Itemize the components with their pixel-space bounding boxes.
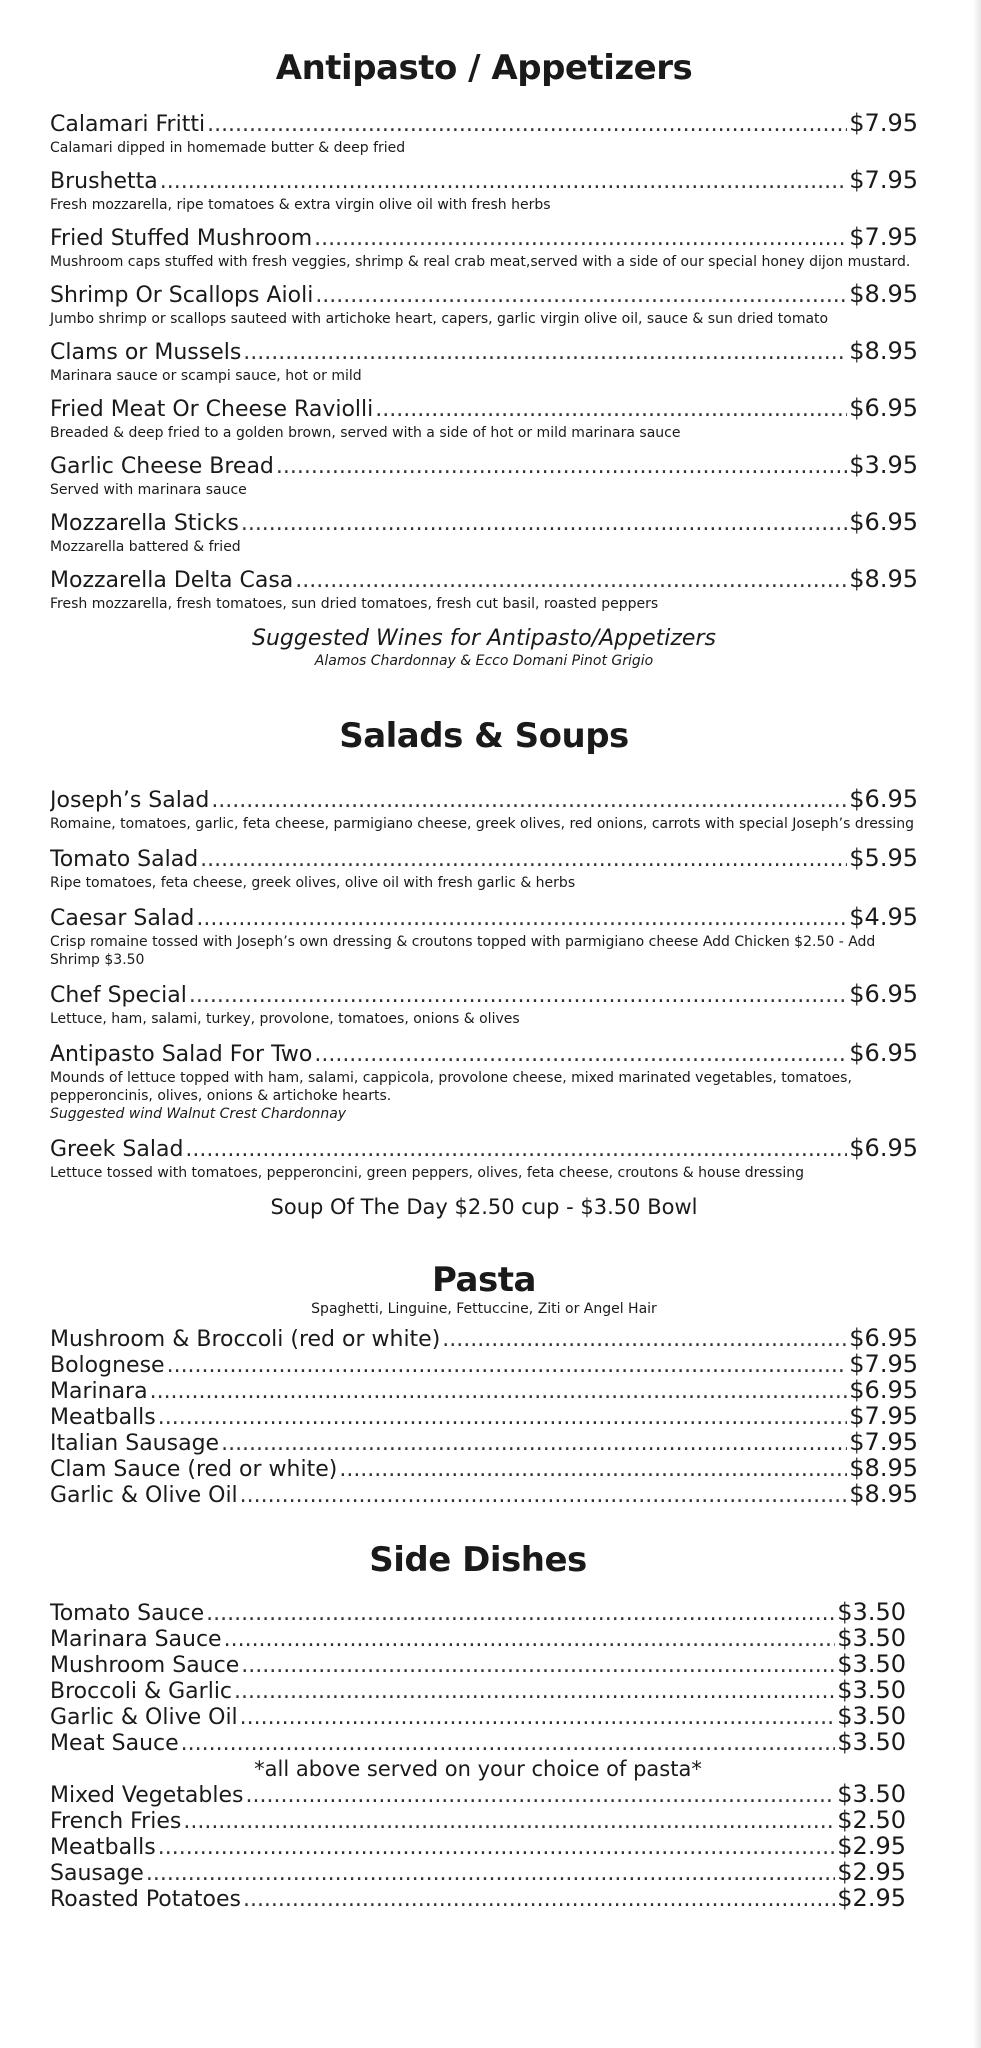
dot-leader [207,112,847,138]
menu-item-name: Tomato Sauce [50,1601,205,1626]
menu-item-name: Garlic & Olive Oil [50,1705,238,1730]
pasta-subtitle: Spaghetti, Linguine, Fettuccine, Ziti or Angel Hair [311,1301,657,1317]
appetizers-wine-block [50,625,918,669]
menu-item-row [50,1378,918,1404]
dot-leader [183,1810,835,1834]
menu-item-description: Marinara sauce or scampi sauce, hot or mild [50,368,362,384]
dot-leader [158,1406,848,1430]
menu-item-name: Mushroom Sauce [50,1653,240,1678]
menu-item-name: Calamari Fritti [50,112,206,137]
dot-leader [243,340,847,366]
menu-item-description: Breaded & deep fried to a golden brown, served with a side of hot or mild marinara sauce [50,425,681,441]
menu-item-price: $3.95 [849,452,918,479]
menu-item [50,167,918,214]
menu-item-price: $7.95 [849,167,918,194]
menu-item-price: $3.50 [837,1626,906,1652]
menu-item-row [50,1834,906,1860]
menu-item-row [50,1860,906,1886]
menu-item [50,981,918,1028]
menu-item-row [50,1704,906,1730]
menu-item [50,1404,918,1430]
menu-item-row [50,509,918,537]
menu-item-price: $2.95 [837,1834,906,1860]
menu-item-row [50,110,918,138]
side-dishes-note: *all above served on your choice of pasta* [254,1757,702,1781]
salads-list [50,786,918,1182]
menu-item [50,281,918,328]
menu-item-row [50,981,918,1009]
menu-item-description: Mushroom caps stuffed with fresh veggies, shrimp & real crab meat,served with a side of our special honey dijon mustard. [50,254,911,270]
dot-leader [295,568,847,594]
menu-item-price: $8.95 [849,338,918,365]
menu-item-price: $6.95 [849,1135,918,1162]
menu-item [50,1600,906,1626]
menu-item-name: Mozzarella Sticks [50,511,239,536]
dot-leader [224,1628,836,1652]
menu-item-row [50,786,918,814]
dot-leader [206,1602,835,1626]
appetizers-list [50,110,918,613]
dot-leader [196,906,847,932]
dot-leader [200,847,847,873]
menu-item-row [50,1626,906,1652]
menu-item [50,1482,918,1508]
dot-leader [150,1380,848,1404]
dot-leader [185,1137,847,1163]
dot-leader [241,1654,835,1678]
dot-leader [240,1706,836,1730]
menu-item-row [50,1326,918,1352]
menu-item-price: $6.95 [849,786,918,813]
dot-leader [167,1354,848,1378]
menu-item [50,1326,918,1352]
dot-leader [146,1862,835,1886]
menu-item-name: Mushroom & Broccoli (red or white) [50,1327,441,1352]
menu-item [50,452,918,499]
appetizers-section [50,48,918,669]
dot-leader [158,1836,836,1860]
dot-leader [160,169,848,195]
menu-item-price: $6.95 [849,1378,918,1404]
menu-item-price: $6.95 [849,1040,918,1067]
menu-item-description: Jumbo shrimp or scallops sauteed with artichoke heart, capers, garlic virgin olive oil, sauce & sun dried tomato [50,311,829,327]
menu-item-row [50,566,918,594]
menu-item [50,224,918,271]
menu-item-name: Italian Sausage [50,1431,220,1456]
menu-item-description: Fresh mozzarella, ripe tomatoes & extra virgin olive oil with fresh herbs [50,197,551,213]
menu-item-price: $3.50 [837,1730,906,1756]
menu-item-row [50,281,918,309]
menu-item [50,1834,906,1860]
menu-item-name: Broccoli & Garlic [50,1679,233,1704]
menu-item-price: $6.95 [849,509,918,536]
menu-item-name: Chef Special [50,983,187,1008]
menu-item-description: Mozzarella battered & fried [50,539,241,555]
menu-item-name: Brushetta [50,169,158,194]
menu-item [50,1782,906,1808]
menu-item-row [50,224,918,252]
menu-item [50,1808,906,1834]
dot-leader [181,1732,836,1756]
menu-item-row [50,1352,918,1378]
menu-item-description: Fresh mozzarella, fresh tomatoes, sun dried tomatoes, fresh cut basil, roasted peppers [50,596,659,612]
menu-item-name: Mozzarella Delta Casa [50,568,294,593]
menu-item-price: $7.95 [849,1352,918,1378]
dot-leader [315,283,847,309]
menu-item-name: Garlic & Olive Oil [50,1483,238,1508]
menu-item-row [50,1135,918,1163]
menu-item-name: Garlic Cheese Bread [50,454,274,479]
menu-item-price: $2.95 [837,1886,906,1912]
side-dishes-list-2 [50,1782,906,1912]
wine-suggestion-list: Alamos Chardonnay & Ecco Domani Pinot Grigio [314,653,654,669]
menu-item [50,1456,918,1482]
menu-item-description: Crisp romaine tossed with Joseph’s own dressing & croutons topped with parmigiano cheese Add Chicken $2.50 - Add Shrimp $3.50 [50,934,876,968]
menu-item-price: $5.95 [849,845,918,872]
dot-leader [442,1328,847,1352]
menu-item-price: $6.95 [849,1326,918,1352]
menu-item-name: Marinara [50,1379,148,1404]
dot-leader [234,1680,835,1704]
menu-item-name: Tomato Salad [50,847,199,872]
menu-item-row [50,1730,906,1756]
menu-item-name: Fried Meat Or Cheese Raviolli [50,397,374,422]
dot-leader [314,226,847,252]
menu-item-price: $8.95 [849,1482,918,1508]
page-edge-shadow [973,0,981,2048]
soup-of-the-day: Soup Of The Day $2.50 cup - $3.50 Bowl [270,1195,698,1219]
menu-item-price: $6.95 [849,395,918,422]
menu-item-row [50,845,918,873]
menu-item [50,338,918,385]
dot-leader [246,1784,836,1808]
menu-item [50,110,918,157]
menu-item-name: Mixed Vegetables [50,1783,244,1808]
dot-leader [221,1432,847,1456]
menu-item [50,566,918,613]
salads-section [50,716,918,1220]
menu-item-price: $8.95 [849,566,918,593]
menu-item-description: Lettuce tossed with tomatoes, pepperoncini, green peppers, olives, feta cheese, croutons & house dressing [50,1165,804,1181]
menu-item [50,1430,918,1456]
menu-item-row [50,904,918,932]
menu-item [50,786,918,833]
menu-item-row [50,1886,906,1912]
menu-item-price: $7.95 [849,1404,918,1430]
menu-item-row [50,1678,906,1704]
menu-item-name: Clam Sauce (red or white) [50,1457,338,1482]
pasta-section [50,1260,918,1508]
menu-item-name: Caesar Salad [50,906,195,931]
menu-item [50,1704,906,1730]
menu-item-row [50,452,918,480]
menu-item [50,1652,906,1678]
menu-item-name: Meat Sauce [50,1731,179,1756]
menu-item [50,1678,906,1704]
pasta-list [50,1326,918,1508]
menu-item-name: French Fries [50,1809,182,1834]
menu-item-name: Roasted Potatoes [50,1887,241,1912]
menu-item-description: Calamari dipped in homemade butter & deep fried [50,140,406,156]
menu-item-row [50,1600,906,1626]
menu-item-description: Ripe tomatoes, feta cheese, greek olives, olive oil with fresh garlic & herbs [50,875,576,891]
side-dishes-section [50,1540,906,1912]
menu-item-price: $3.50 [837,1600,906,1626]
menu-item [50,1886,906,1912]
side-dishes-heading: Side Dishes [369,1540,587,1580]
menu-item-row [50,1040,918,1068]
dot-leader [243,1888,835,1912]
wine-suggestion-title: Suggested Wines for Antipasto/Appetizers [252,626,716,651]
menu-item-name: Meatballs [50,1835,156,1860]
menu-item-row [50,1404,918,1430]
menu-item [50,1352,918,1378]
menu-item-price: $8.95 [849,1456,918,1482]
menu-item-description: Mounds of lettuce topped with ham, salami, cappicola, provolone cheese, mixed marinated vegetables, tomatoes, pepperoncinis, olives, onions & artichoke hearts. [50,1070,852,1104]
menu-item [50,845,918,892]
menu-item-price: $3.50 [837,1652,906,1678]
menu-item-name: Marinara Sauce [50,1627,222,1652]
menu-item [50,395,918,442]
menu-item-wine-note: Suggested wind Walnut Crest Chardonnay [50,1106,347,1122]
dot-leader [339,1458,847,1482]
menu-item-price: $3.50 [837,1704,906,1730]
appetizers-heading: Antipasto / Appetizers [275,48,693,88]
menu-item-price: $7.95 [849,224,918,251]
menu-item-name: Clams or Mussels [50,340,242,365]
dot-leader [189,983,847,1009]
menu-item-row [50,1430,918,1456]
menu-item-row [50,395,918,423]
menu-item-price: $3.50 [837,1782,906,1808]
menu-item-price: $2.95 [837,1860,906,1886]
menu-item [50,509,918,556]
menu-item [50,1378,918,1404]
side-dishes-list [50,1600,906,1756]
menu-item-row [50,1652,906,1678]
menu-item [50,1135,918,1182]
menu-item-name: Greek Salad [50,1137,184,1162]
menu-item-description: Romaine, tomatoes, garlic, feta cheese, parmigiano cheese, greek olives, red onions, carrots with special Joseph’s dressing [50,816,915,832]
menu-item-name: Fried Stuffed Mushroom [50,226,313,251]
menu-item-row [50,338,918,366]
menu-item-name: Meatballs [50,1405,156,1430]
menu-item [50,1860,906,1886]
menu-item-name: Bolognese [50,1353,165,1378]
menu-item-description: Served with marinara sauce [50,482,247,498]
menu-item [50,904,918,969]
menu-item-price: $4.95 [849,904,918,931]
menu-item-name: Shrimp Or Scallops Aioli [50,283,314,308]
pasta-heading: Pasta [432,1260,536,1300]
menu-item-price: $2.50 [837,1808,906,1834]
menu-item-row [50,167,918,195]
dot-leader [241,511,847,537]
dot-leader [276,454,847,480]
menu-item-price: $6.95 [849,981,918,1008]
menu-item-row [50,1782,906,1808]
menu-item-price: $7.95 [849,1430,918,1456]
menu-item-price: $3.50 [837,1678,906,1704]
menu-item-description: Lettuce, ham, salami, turkey, provolone, tomatoes, onions & olives [50,1011,520,1027]
dot-leader [375,397,847,423]
menu-item [50,1040,918,1123]
menu-item-row [50,1482,918,1508]
salads-heading: Salads & Soups [339,716,629,756]
menu-item-price: $7.95 [849,110,918,137]
menu-item-name: Sausage [50,1861,144,1886]
menu-item-row [50,1456,918,1482]
menu-item [50,1730,906,1756]
menu-item-price: $8.95 [849,281,918,308]
dot-leader [240,1484,848,1508]
menu-item [50,1626,906,1652]
menu-item-name: Joseph’s Salad [50,788,210,813]
menu-item-name: Antipasto Salad For Two [50,1042,313,1067]
dot-leader [211,788,847,814]
menu-item-row [50,1808,906,1834]
dot-leader [314,1042,847,1068]
